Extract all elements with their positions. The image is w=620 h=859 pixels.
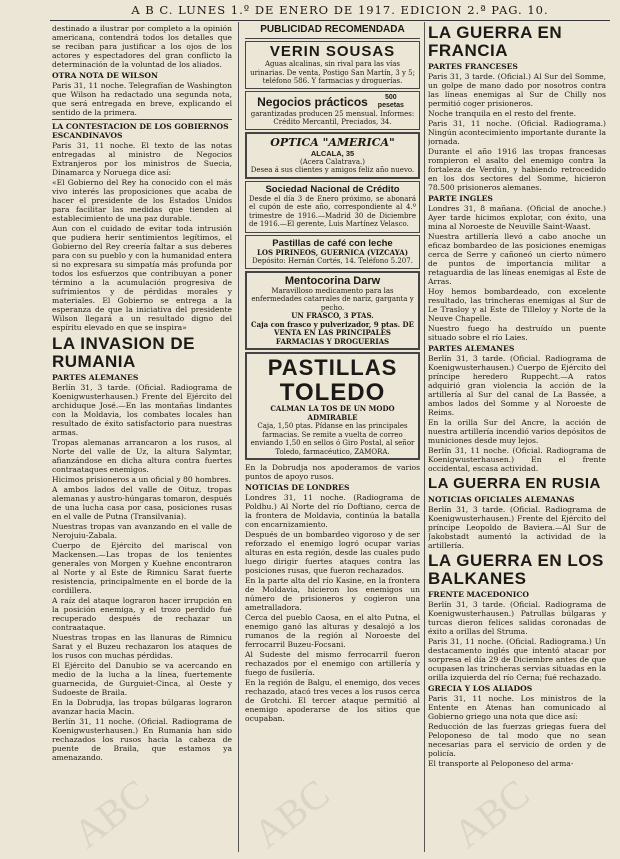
article-paragraph: Nuestro fuego ha destruído un puente situado sobre el río Laies. [428,324,606,342]
ad-negocios-practicos [245,91,420,130]
article-paragraph: Londres 31, 11 noche. (Radiograma de Poldhu.) Al Norte del río Doftiano, cerca de la frontera de Moldavia, continúa la batalla con encarnizamiento. [245,493,420,529]
article-paragraph: Berlín 31, 11 noche. (Oficial. Radiograma de Koenigwusterhausen.) En el frente occidental, escasa actividad. [428,446,606,473]
article-paragraph: A ambos lados del valle de Oituz, tropas alemanas y austro-húngaras tomaron, después de una lucha casa por casa, posiciones rusas en el valle de Putna (Transilvania). [52,485,232,521]
ad-title: PASTILLAS [267,355,398,380]
article-paragraph: «El Gobierno del Rey ha conocido con el más vivo interés las proposiciones que acaba de hacer el presidente de los Estados Unidos para facilitar las medidas que tienden al establecimiento de una paz durable. [52,178,232,223]
article-paragraph: Berlín 31, 3 tarde. (Oficial. Radiograma de Koenigwusterhausen.) Frente del Ejército del archiduque José.—En las montañas lindantes con la Moldavia, los combates locales han resultado de éxito satisfactorio para nuestras armas. [52,383,232,437]
ad-tagline: CALMAN LA TOS DE UN MODO ADMIRABLE [270,404,395,422]
article-paragraph: Hoy hemos bombardeado, con excelente resultado, las trincheras enemigas al Sur de Le Trasloy y al Este de Tilleloy y Norte de la Neuve Chapelle. [428,287,606,323]
divider [52,119,232,120]
abc-watermark: ABC [444,770,538,857]
section-heading: PARTE INGLES [428,194,493,203]
article-paragraph: En la Dobrudja, las tropas búlgaras lograron avanzar hacia Macin. [52,698,232,716]
section-heading: OTRA NOTA DE WILSON [52,71,158,80]
section-heading: GRECIA Y LOS ALIADOS [428,684,533,693]
column-divider [424,22,425,852]
section-heading: FRENTE MACEDONICO [428,590,529,599]
column-middle [245,24,420,850]
article-paragraph: destinado a ilustrar por completo a la opinión americana, contendrá todos los detalles que se reciban para justificar a los ojos de los actores y espectadores del gran conflicto la determinación de la voluntad de los aliados. [52,24,232,69]
column-right [428,24,606,850]
article-paragraph: Nuestra artillería llevó a cabo anoche un eficaz bombardeo de las posiciones enemigas cerca de Serre y cañoneó un cierto número de puntos de importancia militar a retaguardia de las líneas enemigas al Este de Arras. [428,232,606,286]
section-heading: PARTES ALEMANES [52,373,139,382]
section-heading: NOTICIAS OFICIALES ALEMANAS [428,495,575,504]
article-paragraph: Cerca del pueblo Caosa, en el alto Putna, el enemigo ganó las alturas y desalojó a los rumanos de la región al Noroeste del ferrocarril Buzeu-Focsani. [245,613,420,649]
ad-title: TOLEDO [279,379,386,406]
ad-title: VERIN SOUSAS [269,43,396,60]
headline-invasion-rumania: LA INVASION DE RUMANIA [52,334,196,371]
article-paragraph: El Ejército del Danubio se va acercando en medio de la lucha a la línea, fuertemente guarnecida, de Gurguiet-Cinca, al Oeste y Sudoeste de Braila. [52,661,232,697]
divider [245,38,420,39]
article-paragraph: Durante el año 1916 las tropas francesas rompieron el asalto del enemigo contra la fortaleza de Verdún, y habiendo retrocedido en los dos sectores del Somme, hicieron 78.500 prisioneros alemanes. [428,147,606,192]
ad-sociedad-credito [245,181,420,233]
article-paragraph: Nuestras tropas van avanzando en el valle de Nerojuiu-Zabala. [52,522,232,540]
ad-optica-america [245,132,420,179]
ad-text: garantizadas producen 25 mensual. Informes: Crédito Mercantil, Preciados, 34. [250,109,415,126]
article-paragraph: Reducción de las fuerzas griegas fuera del Peloponeso de tal modo que no sean necesarias para el servicio de orden y de policía. [428,722,606,758]
ad-mentocorina [245,271,420,351]
ad-text: Maravilloso medicamento para las enfermedades catarrales de nariz, garganta y pecho. [251,286,414,312]
ad-subtitle: LOS PIRINEOS, GUERNICA (VIZCAYA) [256,247,409,257]
article-paragraph: Paris 31, 11 noche. Los ministros de la Entente en Atenas han comunicado al Gobierno griego una nota que dice así: [428,694,606,721]
article-paragraph: Al Sudeste del mismo ferrocarril fueron rechazados por el enemigo con artillería y fuego de fusilería. [245,650,420,677]
article-paragraph: En la Dobrudja nos apoderamos de varios puntos de apoyo rusos. [245,463,420,481]
article-paragraph: Berlín 31, 3 tarde. (Oficial. Radiograma de Koenigwusterhausen.) Cuerpo de Ejército del príncipe heredero Ruppecht.—A ratos adquirió gran violencia la acción de la artillería al Sur del canal de La Bassée, a ambos lados del Somme y al Noroeste de Reims. [428,354,606,417]
ad-text: Desde el día 3 de Enero próximo, se abonará el cupón de este año, correspondiente al 4.º trimestre de 1916.—Madrid 30 de Diciembre de 1916.—El gerente, Luis Martínez Velasco. [249,194,416,228]
article-paragraph: Berlín 31, 3 tarde. (Oficial. Radiograma de Koenigwusterhausen.) Frente del Ejército del príncipe Leopoldo de Baviera.—Al Sur de Jakobstadt aumentó la actividad de la artillería. [428,505,606,550]
article-paragraph: En la parte alta del río Kasine, en la frontera de Moldavia, hicieron los enemigos un número de prisioneros y cogieron una ametralladora. [245,576,420,612]
headline-guerra-rusia: LA GUERRA EN RUSIA [428,475,601,492]
article-paragraph: Nuestras tropas en las llanuras de Rimnicu Sarat y el Buzeu rechazaron los ataques de los rusos con muchas pérdidas. [52,633,232,660]
column-divider [238,22,239,852]
ad-text: Desea á sus clientes y amigos feliz año nuevo. [250,166,415,174]
article-paragraph: Londres 31, 8 mañana. (Oficial de anoche.) Ayer tarde hicimos explotar, con éxito, una mina al Noroeste de Neuville Saint-Waast. [428,204,606,231]
page-header: A B C. LUNES 1.º DE ENERO DE 1917. EDICION 2.ª PAG. 10. [131,3,549,17]
ad-address: ALCALA, 35 [310,148,355,158]
article-paragraph: Después de un bombardeo vigoroso y de ser reforzado el enemigo logró ocupar varias alturas en esta región, desde las cuales pudo luego dirigir fuertes ataques contra las posiciones rusas, que fueron rechazados. [245,530,420,575]
article-paragraph: Berlín 31, 3 tarde. (Oficial. Radiograma de Koenigwusterhausen.) Patrullas búlgaras y turcas dieron felices salidas coronadas de éxito a orillas del Struma. [428,600,606,636]
article-paragraph: A raíz del ataque lograron hacer irrupción en la posición enemiga, y el trozo perdido fué recuperado después de rechazar un contraataque. [52,596,232,632]
article-paragraph: Tropas alemanas arrancaron a los rusos, al Norte del valle de Uz, la altura Salymtar, afianzándose en dicha altura contra fuertes contraataques enemigos. [52,438,232,474]
section-heading: LA CONTESTACION DE LOS GOBIERNOS ESCANDINAVOS [52,122,229,140]
article-paragraph: Noche tranquila en el resto del frente. [428,109,577,118]
article-paragraph: El transporte al Peloponeso del arma- [428,759,574,768]
article-paragraph: Paris 31, 11 noche. Telegrafían de Washington que Wilson ha redactado una segunda nota, que será entregada en breve, explicando el sentido de la primera. [52,81,232,117]
ad-pastillas-toledo [245,352,420,460]
ad-text: Aguas alcalinas, sin rival para las vías urinarias. De venta, Postigo San Martín, 3 y 5; teléfono 586. Y farmacias y droguerías. [250,60,415,85]
headline-guerra-balkanes: LA GUERRA EN LOS BALKANES [428,551,604,588]
ad-sale: Caja con frasco y pulverizador, 9 ptas. DE VENTA EN LAS PRINCIPALES FARMACIAS Y DROGUERIAS [251,319,414,346]
ad-title: Mentocorina Darw [284,274,381,287]
article-paragraph: Hicimos prisioneros a un oficial y 80 hombres. [52,475,232,484]
ad-price: UN FRASCO, 3 PTAS. [291,311,374,320]
ad-text: Depósito: Hernán Cortés, 14. Teléfono 5.207. [252,257,413,265]
ad-title: OPTICA "AMERICA" [270,135,395,149]
abc-watermark: ABC [64,770,158,857]
ad-title: Negocios prácticos [257,94,368,109]
article-paragraph: Aun con el cuidado de evitar toda intrusión que pudiera herir sentimientos legítimos, el Gobierno del Rey creería faltar a sus deberes para con su pueblo y con la humanidad entera si no expresara su simpatía más profunda por todos los esfuerzos que contribuyan a poner término a la acumulación progresiva de sufrimientos y de pérdidas morales y materiales. El Gobierno se entrega a la esperanza de que la iniciativa del presidente Wilson llegará a un resultado digno del espíritu elevado en que se inspira» [52,224,232,332]
ad-pastillas-cafe [245,235,420,269]
article-paragraph: Cuerpo de Ejército del mariscal von Mackensen.—Las tropas de los tenientes generales von Morgen y Kuehne encontraron al Norte y al Este de Rimnicu Sarat fuerte resistencia, principalmente en el borde de la cordillera. [52,541,232,595]
abc-watermark: ABC [244,770,338,857]
ad-verin-sousas [245,41,420,89]
article-paragraph: En la región de Balgu, el enemigo, dos veces rechazado, atacó tres veces a los rusos cerca de Grotchi. El tercer ataque permitió al enemigo apoderarse de los sitios que ocupaban. [245,678,420,723]
section-heading: NOTICIAS DE LONDRES [245,483,350,492]
ad-text: Caja, 1,50 ptas. Pídanse en las principales farmacias. Se remite a vuelta de correo enviando 1,50 en sellos ó Giro Postal, al señor Toledo, farmacéutico, ZAMORA. [250,422,415,456]
article-paragraph: Paris 31, 11 noche. (Oficial. Radiograma.) Ningún acontecimiento importante durante la jornada. [428,119,606,146]
article-paragraph: Paris 31, 11 noche. (Oficial. Radiograma.) Un destacamento inglés que intentó atacar por sorpresa el día 29 de Diciembre antes de que ocupasen las trincheras servias situadas en la orilla izquierda del río Cerna; fué rechazado. [428,637,606,682]
column-left [52,24,232,850]
ad-title: Pastillas de café con leche [272,237,393,249]
headline-guerra-francia: LA GUERRA EN FRANCIA [428,24,563,60]
section-heading: PARTES FRANCESES [428,62,518,71]
ad-title: Sociedad Nacional de Crédito [265,183,400,195]
article-paragraph: Berlín 31, 11 noche. (Oficial. Radiograma de Koenigwusterhausen.) En Rumania han sido rechazados los rusos hacia la cabeza de puente de Braila, que estamos ya amenazando. [52,717,232,762]
article-paragraph: En la orilla Sur del Ancre, la acción de nuestra artillería incendió varios depósitos de municiones desde muy lejos. [428,418,606,445]
article-paragraph: Paris 31, 11 noche. El texto de las notas entregadas al ministro de Negocios Extranjeros por los ministros de Suecia, Dinamarca y Noruega dice así: [52,141,232,177]
article-paragraph: Paris 31, 3 tarde. (Oficial.) Al Sur del Somme, un golpe de mano dado por nosotros contra las líneas enemigas al Sur de Chilly nos permitió coger prisioneros. [428,72,606,108]
advertising-banner: PUBLICIDAD RECOMENDADA [260,24,405,35]
section-heading: PARTES ALEMANES [428,344,515,353]
ad-corner: (Acera Calatrava.) [300,157,365,166]
ad-amount: 500 pesetas [377,93,404,109]
header-rule [50,20,610,21]
